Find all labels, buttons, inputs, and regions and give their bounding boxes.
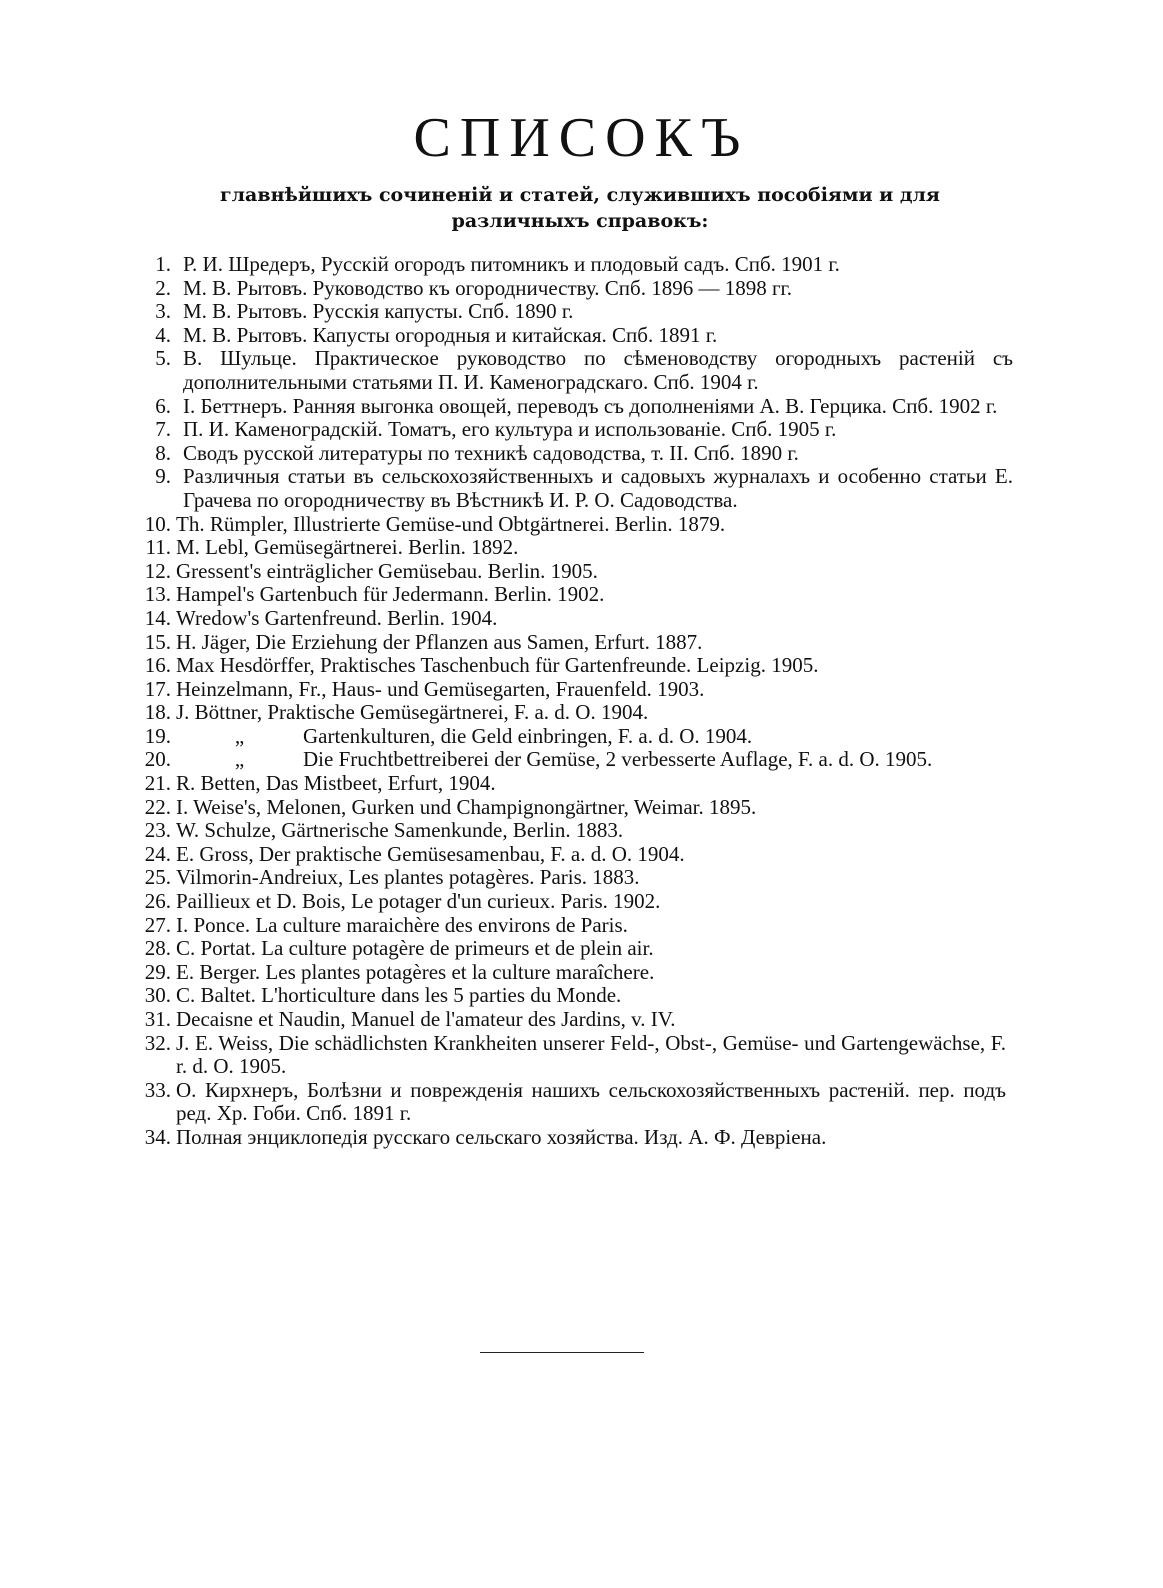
item-number: 2.: [155, 275, 171, 300]
list-item: [0, 819, 1006, 843]
ditto-mark: „: [234, 723, 245, 748]
item-number: 5.: [155, 346, 171, 371]
item-text: J. E. Weiss, Die schädlichsten Krankheiten unserer Feld-, Obst-, Gemüse- und Gartengewächse, F. r. d. O. 1905.: [176, 1030, 1006, 1079]
list-item: [0, 513, 1006, 537]
item-number: 23.: [144, 818, 171, 843]
list-item: [0, 678, 1006, 702]
item-text: I. Беттнеръ. Ранняя выгонка овощей, переводъ съ дополненіями А. В. Герцика. Спб. 1902 г.: [183, 393, 998, 418]
item-text: В. Шульце. Практическое руководство по сѣменоводству огородныхъ растеній съ дополнительными статьями П. И. Каменоградскаго. Спб. 1904 г.: [183, 346, 1013, 394]
item-text: М. В. Рытовъ. Руководство къ огородничеству. Спб. 1896 — 1898 гг.: [183, 275, 793, 300]
list-item: [0, 937, 1006, 961]
item-text: Различныя статьи въ сельскохозяйственныхъ и садовыхъ журналахъ и особенно статьи Е. Грачева по огородничеству въ Вѣстникѣ И. Р. О. Садоводства.: [183, 464, 1013, 512]
list-item: [0, 607, 1006, 631]
list-item: [0, 277, 1013, 301]
item-number: 22.: [144, 794, 171, 819]
list-item: [0, 914, 1006, 938]
list-item: [0, 961, 1006, 985]
item-text: Gressent's einträglicher Gemüsebau. Berlin. 1905.: [176, 558, 598, 583]
item-number: 32.: [144, 1030, 171, 1055]
list-item: [0, 300, 1013, 324]
page-subtitle: главнѣйшихъ сочиненій и статей, служившихъ пособіями и для различныхъ справокъ:: [220, 184, 940, 232]
list-item: [0, 796, 1006, 820]
item-text: Th. Rümpler, Illustrierte Gemüse-und Obtgärtnerei. Berlin. 1879.: [176, 511, 726, 536]
item-text: О. Кирхнеръ, Болѣзни и поврежденія нашихъ сельскохозяйственныхъ растеній. пер. подъ ред. Хр. Гоби. Спб. 1891 г.: [176, 1077, 1006, 1126]
item-number: 33.: [144, 1077, 171, 1102]
item-number: 27.: [144, 912, 171, 937]
list-item: [0, 890, 1006, 914]
item-text: Vilmorin-Andreiux, Les plantes potagères. Paris. 1883.: [176, 865, 640, 890]
item-text: R. Betten, Das Mistbeet, Erfurt, 1904.: [176, 771, 496, 796]
item-text: M. Lebl, Gemüsegärtnerei. Berlin. 1892.: [176, 535, 519, 560]
item-text: H. Jäger, Die Erziehung der Pflanzen aus Samen, Erfurt. 1887.: [176, 629, 703, 654]
list-item: [0, 442, 1013, 466]
item-number: 26.: [144, 889, 171, 914]
item-text: Decaisne et Naudin, Manuel de l'amateur des Jardins, v. IV.: [176, 1007, 676, 1031]
item-number: 20.: [144, 747, 171, 772]
list-item: [0, 465, 1013, 512]
list-item: [0, 631, 1006, 655]
item-text: W. Schulze, Gärtnerische Samenkunde, Berlin. 1883.: [176, 818, 624, 843]
item-text: Сводъ русской литературы по техникѣ садоводства, т. II. Спб. 1890 г.: [183, 440, 799, 465]
item-text: C. Portat. La culture potagère de primeurs et de plein air.: [176, 936, 654, 961]
item-text: М. В. Рытовъ. Капусты огородныя и китайская. Спб. 1891 г.: [183, 322, 718, 347]
item-text: Heinzelmann, Fr., Haus- und Gemüsegarten, Frauenfeld. 1903.: [176, 676, 705, 701]
item-text: I. Ponce. La culture maraichère des environs de Paris.: [176, 912, 628, 937]
item-text: Hampel's Gartenbuch für Jedermann. Berlin. 1902.: [176, 582, 605, 607]
item-text: Max Hesdörffer, Praktisches Taschenbuch für Gartenfreunde. Leipzig. 1905.: [176, 653, 819, 678]
bibliography-list: [0, 253, 1163, 1150]
item-number: 11.: [145, 535, 171, 560]
list-item: [0, 253, 1013, 277]
list-item: [0, 654, 1006, 678]
list-item: [0, 772, 1006, 796]
item-number: 6.: [155, 393, 171, 418]
item-text: Paillieux et D. Bois, Le potager d'un curieux. Paris. 1902.: [176, 889, 661, 914]
item-text: Gartenkulturen, die Geld einbringen, F. a. d. O. 1904.: [303, 723, 753, 748]
item-text: П. И. Каменоградскій. Томатъ, его культура и использованіе. Спб. 1905 г.: [183, 417, 837, 442]
list-item: [0, 395, 1013, 419]
list-item: [0, 866, 1006, 890]
item-text: Die Fruchtbettreiberei der Gemüse, 2 verbesserte Auflage, F. a. d. O. 1905.: [303, 747, 933, 772]
list-item: [0, 560, 1006, 584]
list-item: [0, 1126, 1006, 1150]
list-item: [0, 418, 1013, 442]
list-item: [0, 843, 1006, 867]
item-text: E. Berger. Les plantes potagères et la culture maraîchere.: [176, 959, 655, 984]
item-number: 34.: [144, 1124, 171, 1149]
item-text: J. Böttner, Praktische Gemüsegärtnerei, F. a. d. O. 1904.: [176, 700, 649, 725]
item-number: 1.: [155, 252, 171, 276]
ditto-mark: „: [234, 747, 245, 772]
list-item: [0, 984, 1006, 1008]
item-number: 30.: [144, 983, 171, 1008]
item-number: 24.: [144, 841, 171, 866]
item-text: C. Baltet. L'horticulture dans les 5 parties du Monde.: [176, 983, 622, 1008]
closing-rule: [480, 1352, 644, 1353]
list-item: [0, 701, 1006, 725]
list-item: [0, 347, 1013, 394]
item-number: 28.: [144, 936, 171, 961]
item-text: Wredow's Gartenfreund. Berlin. 1904.: [176, 605, 498, 630]
item-number: 21.: [144, 771, 171, 796]
item-number: 16.: [144, 653, 171, 678]
list-item: [0, 1079, 1006, 1126]
item-number: 13.: [144, 582, 171, 607]
list-item: [0, 324, 1013, 348]
list-item: [0, 748, 1006, 772]
item-number: 25.: [144, 865, 171, 890]
item-text: М. В. Рытовъ. Русскія капусты. Спб. 1890 г.: [183, 299, 574, 324]
item-number: 7.: [155, 417, 171, 442]
item-text: E. Gross, Der praktische Gemüsesamenbau, F. a. d. O. 1904.: [176, 841, 685, 866]
item-text: Полная энциклопедія русскаго сельскаго хозяйства. Изд. А. Ф. Девріена.: [176, 1124, 827, 1149]
item-number: 4.: [155, 322, 171, 347]
item-text: Р. И. Шредеръ, Русскій огородъ питомникъ и плодовый садъ. Спб. 1901 г.: [183, 252, 840, 276]
list-item: [0, 725, 1006, 749]
item-number: 3.: [155, 299, 171, 324]
item-number: 31.: [144, 1007, 171, 1031]
item-text: I. Weise's, Melonen, Gurken und Champignongärtner, Weimar. 1895.: [176, 794, 757, 819]
list-item: [0, 536, 1006, 560]
item-number: 12.: [144, 558, 171, 583]
item-number: 17.: [144, 676, 171, 701]
list-item: [0, 583, 1006, 607]
item-number: 14.: [144, 605, 171, 630]
item-number: 19.: [144, 723, 171, 748]
item-number: 8.: [155, 440, 171, 465]
list-item: [0, 1008, 1006, 1032]
item-number: 10.: [144, 511, 171, 536]
item-number: 9.: [155, 464, 171, 489]
item-number: 18.: [144, 700, 171, 725]
list-item: [0, 1032, 1006, 1079]
item-number: 29.: [144, 959, 171, 984]
page-title: СПИСОКЪ: [413, 107, 750, 169]
item-number: 15.: [144, 629, 171, 654]
